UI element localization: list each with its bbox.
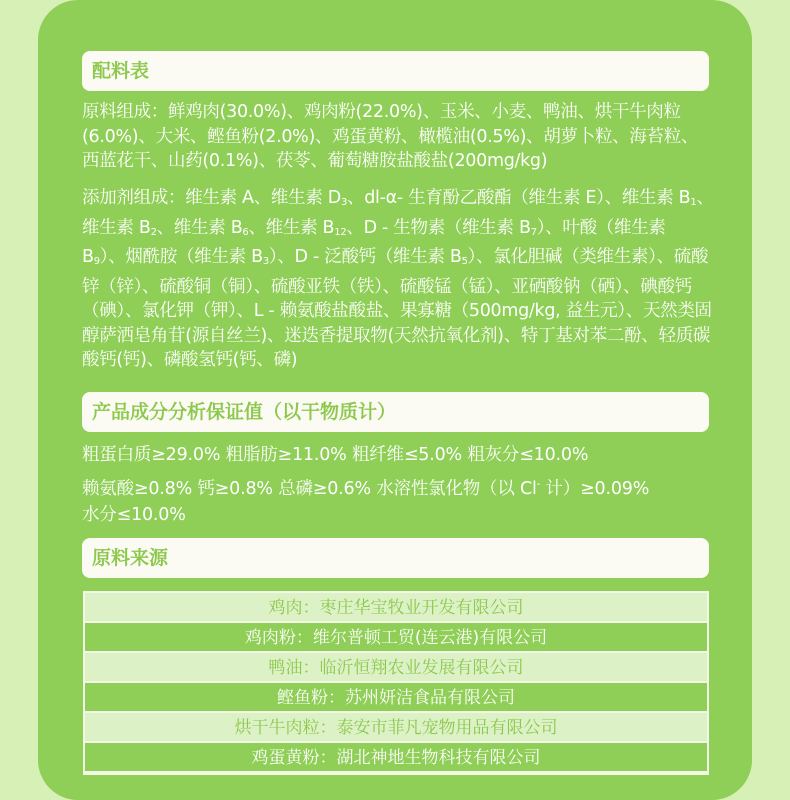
- analysis-line-3: 水分≤10.0%: [82, 505, 186, 525]
- ingredients-section-title: 配料表: [82, 51, 709, 91]
- source-row: 烘干牛肉粒：泰安市菲凡宠物用品有限公司: [85, 713, 707, 743]
- analysis-line-1: 粗蛋白质≥29.0% 粗脂肪≥11.0% 粗纤维≤5.0% 粗灰分≤10.0%: [82, 445, 589, 465]
- source-row: 鸡肉粉：维尔普顿工贸(连云港)有限公司: [85, 623, 707, 653]
- source-row: 鸭油：临沂恒翔农业发展有限公司: [85, 653, 707, 683]
- source-section-title: 原料来源: [82, 538, 709, 578]
- analysis-line-2: 赖氨酸≥0.8% 钙≥0.8% 总磷≥0.6% 水溶性氯化物（以 Cl- 计）≥0.09%: [82, 478, 650, 499]
- source-row: 鸡肉：枣庄华宝牧业开发有限公司: [85, 593, 707, 623]
- additives-text: 添加剂组成：维生素 A、维生素 $D_3$、dl-α- 生育酚乙酸酯（维生素 E）、维生素 $B_1$、维生素 $B_2$、维生素 $B_6$、维生素 $B_{12}$、D - 生物素（维生素 $B_7$）、叶酸（维生素 $B_9$）、烟酰胺（维生素 $B_3$）、D - 泛酸钙（维生素 $B_5$）、氯化胆碱（类维生素）、硫酸锌（锌）、硫酸铜（铜）、硫酸亚铁（铁）、硫酸锰（锰）、亚硒酸钠（硒）、碘酸钙（碘）、氯化钾（钾）、L - 赖氨酸盐酸盐、果寡糖（500mg/kg, 益生元）、天然类固醇萨洒皂角苷(源自丝兰)、迷迭香提取物(天然抗氧化剂)、特丁基对苯二酚、轻质碳酸钙(钙)、磷酸氢钙(钙、磷): [82, 188, 714, 370]
- raw-materials-text: 原料组成：鲜鸡肉(30.0%)、鸡肉粉(22.0%)、玉米、小麦、鸭油、烘干牛肉粒(6.0%)、大米、鲣鱼粉(2.0%)、鸡蛋黄粉、橄榄油(0.5%)、胡萝卜粒、海苔粒、西蓝花干、山药(0.1%)、茯苓、葡萄糖胺盐酸盐(200mg/kg): [82, 102, 699, 171]
- source-row: 鲣鱼粉：苏州妍洁食品有限公司: [85, 683, 707, 713]
- source-row: 鸡蛋黄粉：湖北神地生物科技有限公司: [85, 743, 707, 773]
- analysis-values: [82, 440, 722, 530]
- analysis-section-title: 产品成分分析保证值（以干物质计）: [82, 392, 709, 432]
- source-table: [83, 591, 709, 775]
